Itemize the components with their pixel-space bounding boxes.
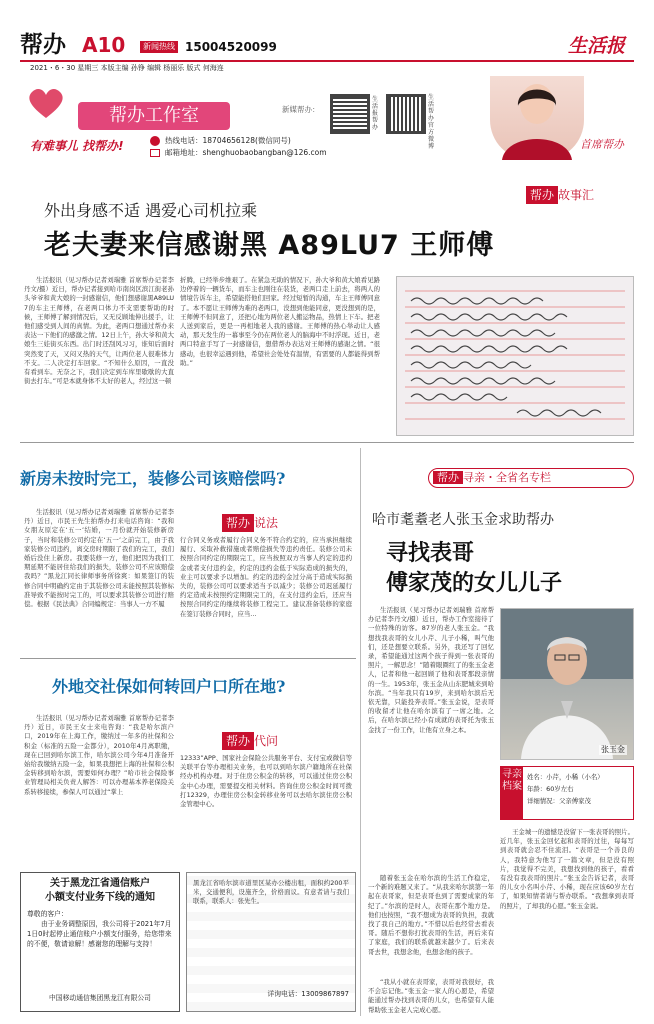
story3-col2: 王金城一的遗憾是没留下一张表哥的照片。近几年，张玉金回忆起和表哥的过往，每每写到表哥就会忍不住流泪。“表哥是一个善良的人，我特意为他写了一篇文章，但是没有照片，我觉得不完美，我想找到他的孩子，看看有没有我表哥的照片。”张玉金告诉记者，表哥的儿女小名叫小芹、小稀，现在应该60岁左右了，如果知情者请与帮办联系。“我想拿到表哥的照片，了却我的心愿。”张玉金说。	[500, 828, 634, 910]
story3-headline-2: 傅家茂的女儿儿子	[386, 570, 563, 596]
story2-tag-rest: 说法	[254, 516, 279, 530]
notice-greeting: 尊敬的客户：	[27, 910, 68, 918]
wechat-label: 新媒帮办：	[282, 105, 320, 114]
dateline: 2021・6・30 星期三 本版主编 孙铮 编辑 杨丽乐 版式 何海连	[30, 64, 224, 72]
elder-photo	[500, 608, 634, 760]
story1-kicker-rest: 故事汇	[558, 188, 595, 202]
story3-col1: 生活报讯（见习帮办记者刘瑞雅 首席帮办记者李丹文/摄）近日，帮办工作室接待了一位特殊的访客。87岁的老人张玉金。“我想找我表哥的女儿小芹、儿子小稀，叫气他们，还是想要立联系。另外，我还写了回忆录，希望能通过这两个孩子得到一张表哥的照片，一解思念！”随着眼圈红了的张玉金老人，记者和他一起回顾了他和表哥那段亲情的一生。1953年，张玉金从山东肥城来到哈尔滨。“当年我只有19岁，来到哈尔滨后无依无靠，只能投奔表哥。”张玉金说，是表哥的收留才让他在哈尔滨有了一席之地。之后，在哈尔滨已经小有成就的表哥托为张玉金找了一份工作，让他有立身之本。	[368, 606, 494, 734]
qr2-caption: 生活帮办官方微博	[428, 94, 435, 150]
masthead-rule	[20, 60, 634, 62]
notice-title-1: 关于黑龙江省通信账户	[50, 878, 150, 889]
story2-tag-word: 帮办	[222, 514, 254, 532]
search-file-age: 年龄：60岁左右	[527, 785, 574, 793]
banner-email: 邮箱地址：shenghuobaobangban@126.com	[165, 148, 327, 157]
ad-text: 黑龙江省哈尔滨市道里区某办公楼出租，面积约200平米，交通便利，设施齐全，价格面议。有意者请与我们联系，联系人：张先生。	[193, 879, 349, 906]
story2-col2: 行合同义务或者履行合同义务不符合约定的，应当承担继续履行、采取补救措施或者赔偿损失等违约责任。装修公司未按照合同约定的期限完工，应当按照双方当事人约定的违约金或者支付违约金，约定的违约金低于实际造成的损失的，业主可以要求予以增加。约定的违约金过分高于造成实际损失的，装修公司可以要求适当予以减少；装修公司迟延履行约定造成未按照约定期限完工的，在支付违约金后，还应当按照合同约定的继续将装修工程完工。建议准备装修的家庭在签订装修合同时，应当...	[180, 536, 352, 618]
notice-body: 由于业务调整原因，我公司将于2021年7月1日0时起停止通信账户小额支付服务，给您带来的不便，敬请谅解！感谢您的理解与支持！	[27, 920, 172, 948]
search-file-title-b: 档案	[502, 781, 522, 792]
qr-code-1	[330, 94, 370, 134]
qr-code-2	[386, 94, 426, 134]
search-file-name: 姓名：小芹，小稀（小名）	[527, 773, 604, 781]
banner-title: 帮办工作室	[78, 102, 230, 130]
story4-tag	[216, 732, 284, 750]
story4-tag-rest: 代问	[254, 734, 279, 748]
divider-2	[20, 658, 356, 659]
story3-col1b: 随着张玉金在哈尔滨的生活工作稳定，一个新的难题又来了。“从我来哈尔滨第一年起在表哥家，但是表哥也到了需要成家的年纪了。”尔滨的是时人，表哥在那个地方是。他们也按照，“我不想成为表哥的负担，我就找了我自己的地方。”不惜以后也经常去看表哥。随后不想你打扰表哥的生活，再后来有了家庭，我们的联系就越来越少了。后来表哥去世，我想念他，也想念他的孩子。	[368, 874, 494, 956]
page-number: A10	[82, 33, 126, 57]
ad-contact: 详询电话：13009867897	[267, 990, 349, 998]
story3-headline-1: 寻找表哥	[386, 540, 475, 566]
host-photo	[490, 76, 584, 160]
hotline-label: 新闻热线	[140, 41, 178, 53]
masthead	[0, 0, 654, 74]
story2-col1: 生活报讯（见习帮办记者刘瑞雅 首席帮办记者李丹）近日，市民王先生拍帮办打来电话咨询：“我和女朋友原定在‘五一’结婚，一月份就开始装修新房子，当时和装修公司约定在‘五一’之前完工，由于我家装修公司违约，离交房时期限了我们的完工，我们婚后没住上新房。我要装修一方，他们把因为我们工期延期不能居住给我们的损失，装修公司不应该赔偿我吗？”黑龙江同长律师事务所徐爽：如果签订的装修合同中明确约定由于其装修公司未能按照其装修标准导致不能按时完工的，可以要求其装修公司进行赔偿。根据《民法典》合同编规定：当事人一方不履	[24, 508, 174, 609]
story1-kicker	[520, 186, 600, 204]
notice-title-2: 小额支付业务下线的通知	[45, 892, 155, 903]
story4-col1: 生活报讯（见习帮办记者刘瑞雅 首席帮办记者李丹）近日，市民王女士来电咨询：“我是哈尔滨户口，2019年在上海工作，缴纳过一年多的社保和公积金（标准的五险一金都分），2010年4月离职缴，现在已回到哈尔滨工作，哈尔滨公司今年4月准备开始给我缴纳五险一金，如果我想把上海的社保和公积金转移到哈尔滨，需要如何办理？”哈市社会保险事业管理局相关负责人解答：可以办理基本养老保险关系转移接续，参保人可以通过“掌上	[24, 714, 174, 796]
banner-heart-icon	[26, 86, 66, 120]
story4-tag-word: 帮办	[222, 732, 254, 750]
story1-kicker-word: 帮办	[526, 186, 558, 204]
section-name: 帮办	[20, 31, 66, 58]
phone-icon	[150, 136, 160, 146]
search-file-title	[501, 767, 523, 819]
story2-tag	[216, 514, 284, 532]
search-file-box	[500, 766, 634, 820]
ad-box	[186, 872, 356, 1012]
notice-box	[20, 872, 180, 1012]
story4-headline: 外地交社保如何转回户口所在地?	[52, 677, 286, 696]
banner-hotline: 热线电话：18704656128(微信同号)	[165, 136, 291, 145]
story3-kicker-box	[428, 468, 634, 488]
story2-headline: 新房未按时完工，装修公司该赔偿吗?	[20, 469, 286, 488]
search-file-title-a: 寻亲	[502, 769, 522, 780]
story4-col2: 12333”APP、国家社会保险公共服务平台、支付宝或微信等关联平台等办理相关业务，也可以到哈尔滨户籍地所在社保经办机构办理。对于住房公积金的转移，可以通过住房公积金中心办理，需要提交相关材料。咨询住房公积金时间可拨打12329，办理住房公积金转移业务可以去哈尔滨住房公积金管理中心。	[180, 754, 352, 809]
column-divider	[360, 448, 361, 1016]
notice-sign: 中国移动通信集团黑龙江有限公司	[49, 994, 151, 1002]
story3-col1c: “我从小就在表哥家，表哥对我很好，我不会忘记他。”张玉金一家人的心愿是，希望能通过帮办找到表哥的儿女，也希望有人能帮助张玉金老人完成心愿。	[368, 978, 494, 1014]
host-tag: 首席帮办	[580, 138, 624, 151]
story3-kicker-rest: 寻亲	[463, 471, 485, 484]
brand-logo: 生活报	[568, 35, 626, 57]
story3-kicker-extra: ・全省名专栏	[485, 471, 551, 484]
qr1-caption: 生活报帮办	[372, 96, 379, 131]
story1-col2: 折腾，已经举步维艰了。在紧急无助的情况下，孙大爷和黄大娘看见路边停着的一辆货车，而车主也刚往在装货，老两口走上前去，将两人的情境告诉车主，希望能搭他们回家。经过短暂的沟通，车主王师傅同意了。本不愿让王师傅为难的老两口，没想到他能同意，更没想到的是，王师傅不但同意了，还把心地为两位老人搬运物品，热情上下车。把老人送到家后，更是一再相地老人我的感谢。王师傅的热心举动让人感动，那天发生的一幕事至今仍在两位老人的脑海中不时浮现。近日，老两口特意手写了一封感谢信，想借帮办表达对王师傅的感谢之情。“很感动，也很幸运遇到他，希望社会处处有温情，有需要的人都能得到帮助。”	[180, 276, 380, 367]
banner-slogan: 有难事儿 找帮办!	[30, 139, 124, 153]
elder-photo-caption: 张玉金	[601, 745, 625, 754]
mail-icon	[150, 149, 160, 157]
story1-headline: 老夫妻来信感谢黑 A89LU7 王师傅	[44, 230, 495, 261]
story3-kicker-word: 帮办	[433, 471, 463, 484]
thank-you-letter-photo	[396, 276, 634, 436]
story1-subtitle: 外出身感不适 遇爱心司机拉乘	[44, 201, 258, 220]
divider-1	[20, 442, 634, 443]
search-file-detail: 详细情况：父亲傅家茂	[527, 797, 591, 805]
story1-col1: 生活报讯（见习帮办记者刘瑞雅 首席帮办记者李丹文/摄）近日，帮办记者接到哈市南岗区滨江街老孙头爷爷和黄大娘的一封感谢信，他们想感谢黑A89LU7的车主王师傅，在老两口体力不支需要帮助的时候，王师傅了解到情况后，又无反顾地伸出援手，让他们感受到人间的真情。为此，老两口想通过帮办来表达一下他们的感激之情。12日上午，孙大爷和黄大娘生三娃街买东西。出门时还刮风习习，谁知后面时突然变了天，又闷又热的天气，让两位老人很难体力不支。二人决定打车回家。“不知什么原因，一直没有看到车。无奈之下，我们决定到车库里歇歇的大直街去打车。”可是本就身体不太好的老人，经过这一顿	[24, 276, 174, 386]
story3-subtitle: 哈市耄耋老人张玉金求助帮办	[372, 512, 554, 528]
banner	[20, 76, 634, 184]
hotline-number: 15004520099	[185, 40, 277, 54]
